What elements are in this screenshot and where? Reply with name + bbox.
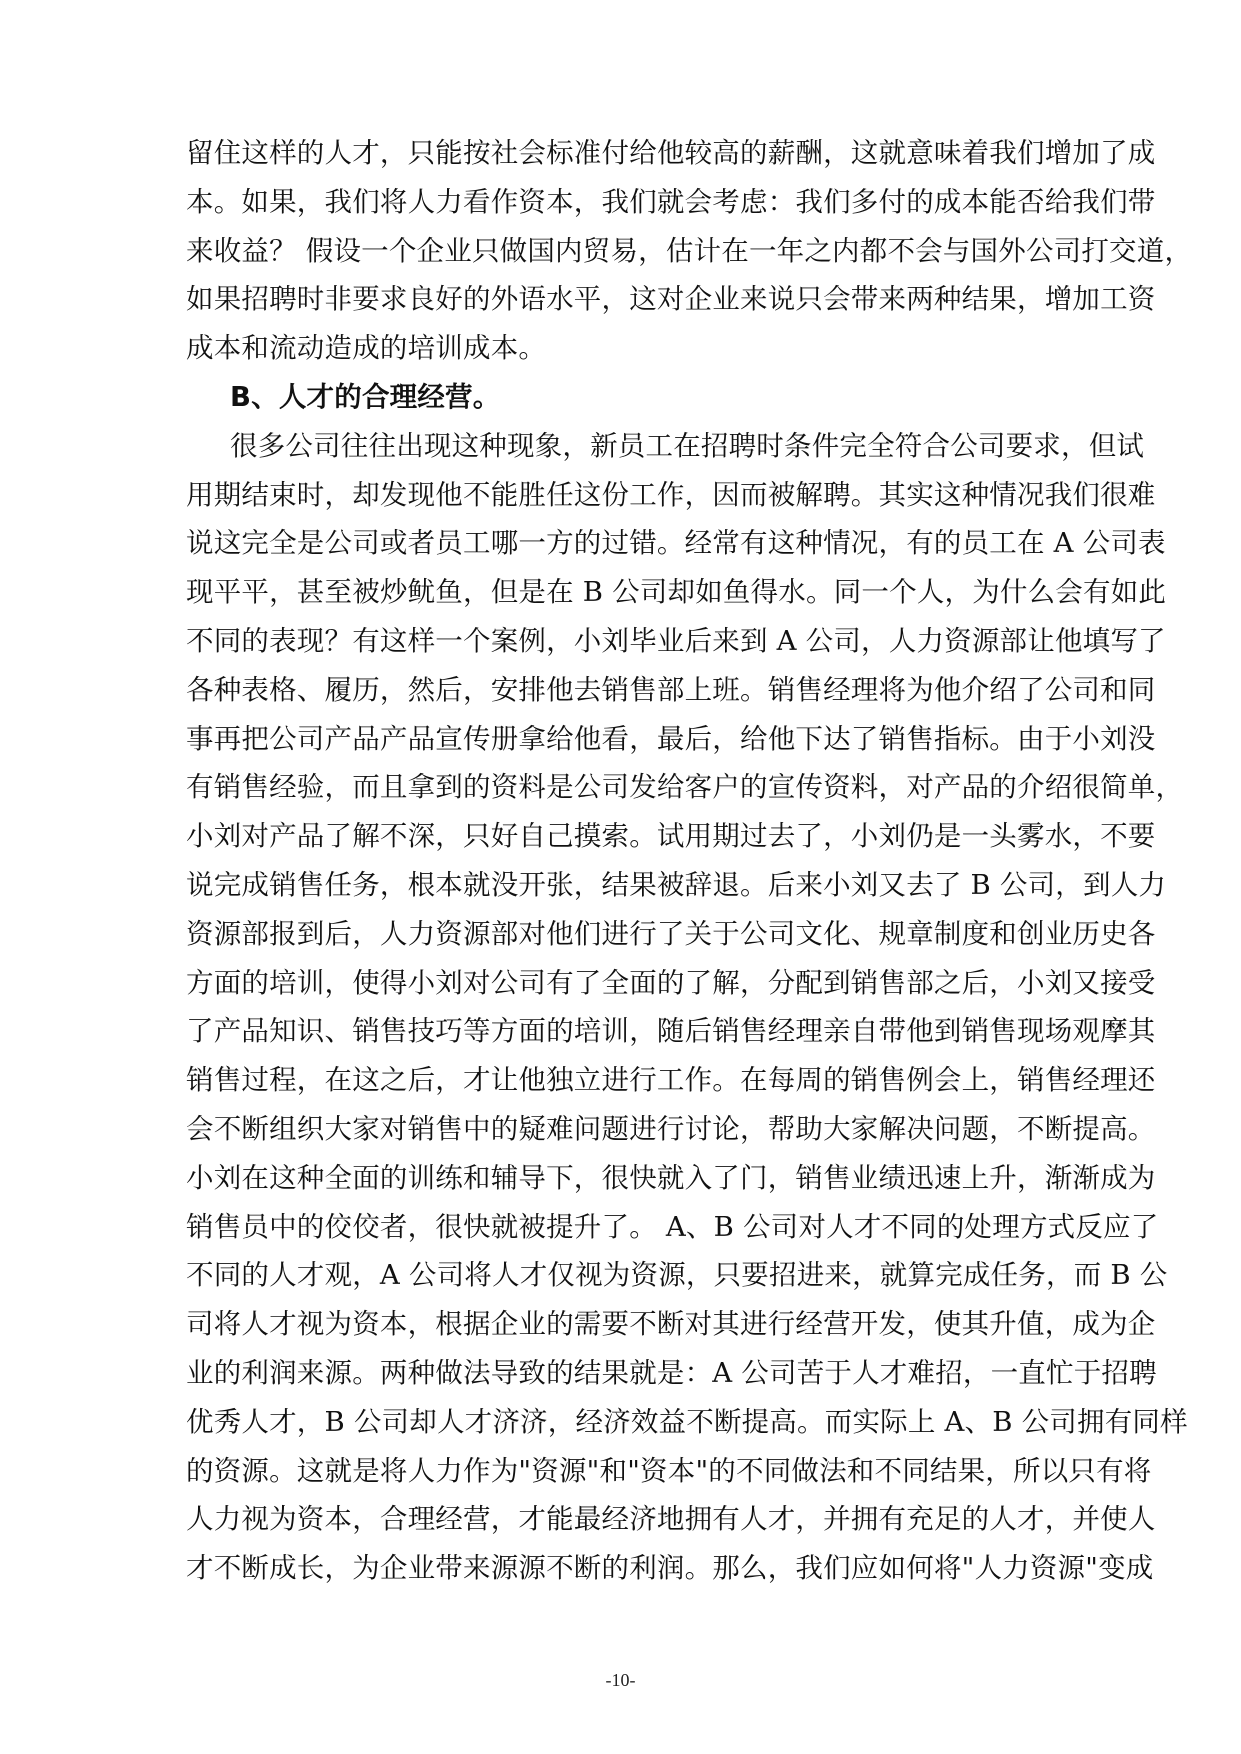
text-line: 很多公司往往出现这种现象，新员工在招聘时条件完全符合公司要求，但试: [230, 429, 1145, 462]
text-line: 司将人才视为资本，根据企业的需要不断对其进行经营开发，使其升值，成为企: [186, 1308, 1156, 1341]
text-line: 方面的培训，使得小刘对公司有了全面的了解，分配到销售部之后，小刘又接受: [186, 966, 1156, 999]
text-line: 小刘在这种全面的训练和辅导下，很快就入了门，销售业绩迅速上升，渐渐成为: [186, 1161, 1156, 1194]
text-line: 成本和流动造成的培训成本。: [186, 332, 547, 365]
text-line: 才不断成长，为企业带来源源不断的利润。那么，我们应如何将"人力资源"变成: [186, 1552, 1154, 1585]
text-line: 不同的人才观，A 公司将人才仅视为资源，只要招进来，就算完成任务，而 B 公: [186, 1259, 1168, 1292]
text-line: 如果招聘时非要求良好的外语水平，这对企业来说只会带来两种结果，增加工资: [186, 283, 1156, 316]
text-line: 现平平，甚至被炒鱿鱼，但是在 B 公司却如鱼得水。同一个人，为什么会有如此: [186, 576, 1167, 609]
text-line: 人力视为资本，合理经营，才能最经济地拥有人才，并拥有充足的人才，并使人: [186, 1503, 1156, 1536]
text-line: 销售过程，在这之后，才让他独立进行工作。在每周的销售例会上，销售经理还: [186, 1064, 1156, 1097]
text-line: 的资源。这就是将人力作为"资源"和"资本"的不同做法和不同结果，所以只有将: [186, 1454, 1152, 1487]
text-line: 来收益？ 假设一个企业只做国内贸易，估计在一年之内都不会与国外公司打交道，: [186, 234, 1193, 267]
text-line: 有销售经验，而且拿到的资料是公司发给客户的宣传资料，对产品的介绍很简单，: [186, 771, 1184, 804]
text-line: 各种表格、履历，然后，安排他去销售部上班。销售经理将为他介绍了公司和同: [186, 673, 1156, 706]
text-line: 了产品知识、销售技巧等方面的培训，随后销售经理亲自带他到销售现场观摩其: [186, 1015, 1156, 1048]
text-line: 用期结束时，却发现他不能胜任这份工作，因而被解聘。其实这种情况我们很难: [186, 478, 1156, 511]
text-line: 销售员中的佼佼者，很快就被提升了。 A、B 公司对人才不同的处理方式反应了: [186, 1210, 1159, 1243]
text-line: 业的利润来源。两种做法导致的结果就是：A 公司苦于人才难招，一直忙于招聘: [186, 1356, 1157, 1389]
text-line: 小刘对产品了解不深，只好自己摸索。试用期过去了，小刘仍是一头雾水，不要: [186, 820, 1156, 853]
text-line: 事再把公司产品产品宣传册拿给他看，最后，给他下达了销售指标。由于小刘没: [186, 722, 1156, 755]
text-line: 本。如果，我们将人力看作资本，我们就会考虑：我们多付的成本能否给我们带: [186, 185, 1156, 218]
text-line: 说这完全是公司或者员工哪一方的过错。经常有这种情况，有的员工在 A 公司表: [186, 527, 1166, 560]
text-line: 优秀人才，B 公司却人才济济，经济效益不断提高。而实际上 A、B 公司拥有同样: [186, 1405, 1188, 1438]
body-text: [186, 129, 1193, 1593]
text-line: 留住这样的人才，只能按社会标准付给他较高的薪酬，这就意味着我们增加了成: [186, 137, 1156, 169]
text-line: 说完成销售任务，根本就没开张，结果被辞退。后来小刘又去了 B 公司，到人力: [186, 868, 1167, 901]
section-heading: B、人才的合理经营。: [230, 380, 501, 413]
text-line: 会不断组织大家对销售中的疑难问题进行讨论，帮助大家解决问题，不断提高。: [186, 1112, 1156, 1145]
text-line: 资源部报到后，人力资源部对他们进行了关于公司文化、规章制度和创业历史各: [186, 917, 1156, 950]
page-number: -10-: [605, 1670, 636, 1690]
text-line: 不同的表现？有这样一个案例，小刘毕业后来到 A 公司，人力资源部让他填写了: [186, 624, 1166, 657]
